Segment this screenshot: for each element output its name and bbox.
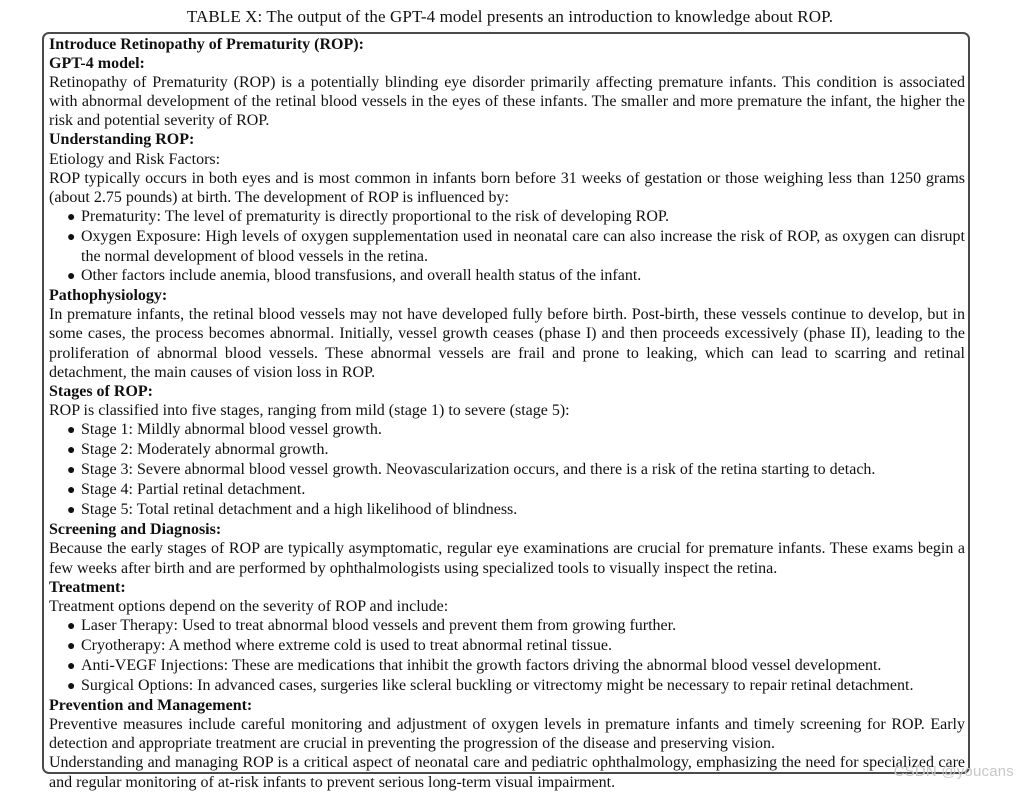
model-label: GPT-4 model:: [49, 55, 145, 73]
pathophysiology-paragraph: In premature infants, the retinal blood vessels may not have developed fully before birth. Post-birth, these vessels continue to develop, but in some cases, the process becomes abnormal. Initially, vessel growth ceases (phase I) and then proceeds excessively (phase II), leading to the proliferation of abnormal blood vessels. These abnormal vessels are frail and prone to leaking, which can lead to scarring and retinal detachment, the main causes of vision loss in ROP.: [49, 306, 965, 381]
list-item: [49, 480, 965, 500]
list-item: [49, 500, 965, 520]
list-item: [49, 440, 965, 460]
list-item-text: Prematurity: The level of prematurity is directly proportional to the risk of developing ROP.: [81, 207, 670, 225]
list-item-text: Laser Therapy: Used to treat abnormal blood vessels and prevent them from growing further.: [81, 616, 677, 634]
screening-heading: Screening and Diagnosis:: [49, 521, 222, 539]
screening-paragraph: Because the early stages of ROP are typically asymptomatic, regular eye examinations are crucial for premature infants. These exams begin a few weeks after birth and are performed by ophthalmologists using specialized tools to visually inspect the retina.: [49, 540, 965, 577]
list-item-text: Cryotherapy: A method where extreme cold is used to treat abnormal retinal tissue.: [81, 636, 612, 654]
list-item: [49, 420, 965, 440]
list-item: [49, 460, 965, 480]
understanding-heading: Understanding ROP:: [49, 131, 195, 149]
bullet-icon: ●: [67, 209, 76, 225]
list-item-text: Stage 3: Severe abnormal blood vessel growth. Neovascularization occurs, and there is a risk of the retina starting to detach.: [81, 461, 876, 479]
list-item: [49, 676, 965, 696]
bullet-icon: ●: [67, 229, 76, 245]
etiology-paragraph: ROP typically occurs in both eyes and is most common in infants born before 31 weeks of gestation or those weighing less than 1250 grams (about 2.75 pounds) at birth. The development of ROP is influenced by:: [49, 169, 965, 206]
bullet-icon: ●: [67, 463, 76, 479]
list-item: [49, 656, 965, 676]
list-item-text: Oxygen Exposure: High levels of oxygen supplementation used in neonatal care can also increase the risk of ROP, as oxygen can disrupt the normal development of blood vessels in the retina.: [81, 227, 965, 266]
list-item: [49, 266, 965, 286]
list-item: [49, 227, 965, 266]
intro-paragraph: Retinopathy of Prematurity (ROP) is a potentially blinding eye disorder primarily affecting premature infants. This condition is associated with abnormal development of the retinal blood vessels in the eyes of these infants. The smaller and more premature the infant, the higher the risk and potential severity of ROP.: [49, 74, 965, 130]
prevention-paragraph: Preventive measures include careful monitoring and adjustment of oxygen levels in premature infants and timely screening for ROP. Early detection and appropriate treatment are crucial in preventing the progression of the disease and preserving vision.: [49, 716, 965, 753]
treatment-paragraph: Treatment options depend on the severity of ROP and include:: [49, 597, 449, 615]
bullet-icon: ●: [67, 422, 76, 438]
box-title: Introduce Retinopathy of Prematurity (ROP):: [49, 36, 364, 53]
bullet-icon: ●: [67, 269, 76, 285]
etiology-subheading: Etiology and Risk Factors:: [49, 150, 221, 168]
treatment-heading: Treatment:: [49, 578, 126, 596]
bullet-icon: ●: [67, 638, 76, 654]
list-item: [49, 616, 965, 636]
bullet-icon: ●: [67, 442, 76, 458]
list-item-text: Stage 1: Mildly abnormal blood vessel growth.: [81, 420, 382, 438]
pathophysiology-heading: Pathophysiology:: [49, 287, 168, 305]
bullet-icon: ●: [67, 659, 76, 674]
closing-paragraph: Understanding and managing ROP is a critical aspect of neonatal care and pediatric ophthalmology, emphasizing the need for specialized care and regular monitoring of at-risk infants to prevent serious long-term visual impairment.: [49, 754, 965, 791]
table-caption: TABLE X: The output of the GPT-4 model presents an introduction to knowledge about ROP.: [186, 7, 834, 26]
watermark: CSDN @youcans: [893, 763, 1014, 780]
list-item-text: Other factors include anemia, blood transfusions, and overall health status of the infant.: [81, 267, 642, 285]
list-item-text: Anti-VEGF Injections: These are medications that inhibit the growth factors driving the abnormal blood vessel development.: [81, 657, 882, 674]
list-item-text: Surgical Options: In advanced cases, surgeries like scleral buckling or vitrectomy might be necessary to repair retinal detachment.: [81, 677, 914, 695]
list-item-text: Stage 2: Moderately abnormal growth.: [81, 440, 329, 458]
stages-heading: Stages of ROP:: [49, 382, 153, 400]
stages-paragraph: ROP is classified into five stages, ranging from mild (stage 1) to severe (stage 5):: [49, 401, 570, 419]
bullet-icon: ●: [67, 483, 76, 499]
list-item: [49, 636, 965, 656]
list-item-text: Stage 5: Total retinal detachment and a high likelihood of blindness.: [81, 501, 518, 519]
list-item-text: Stage 4: Partial retinal detachment.: [81, 481, 306, 499]
bullet-icon: ●: [67, 503, 76, 519]
prevention-heading: Prevention and Management:: [49, 697, 253, 715]
bullet-icon: ●: [67, 618, 76, 634]
list-item: [49, 207, 965, 227]
bullet-icon: ●: [67, 679, 76, 695]
